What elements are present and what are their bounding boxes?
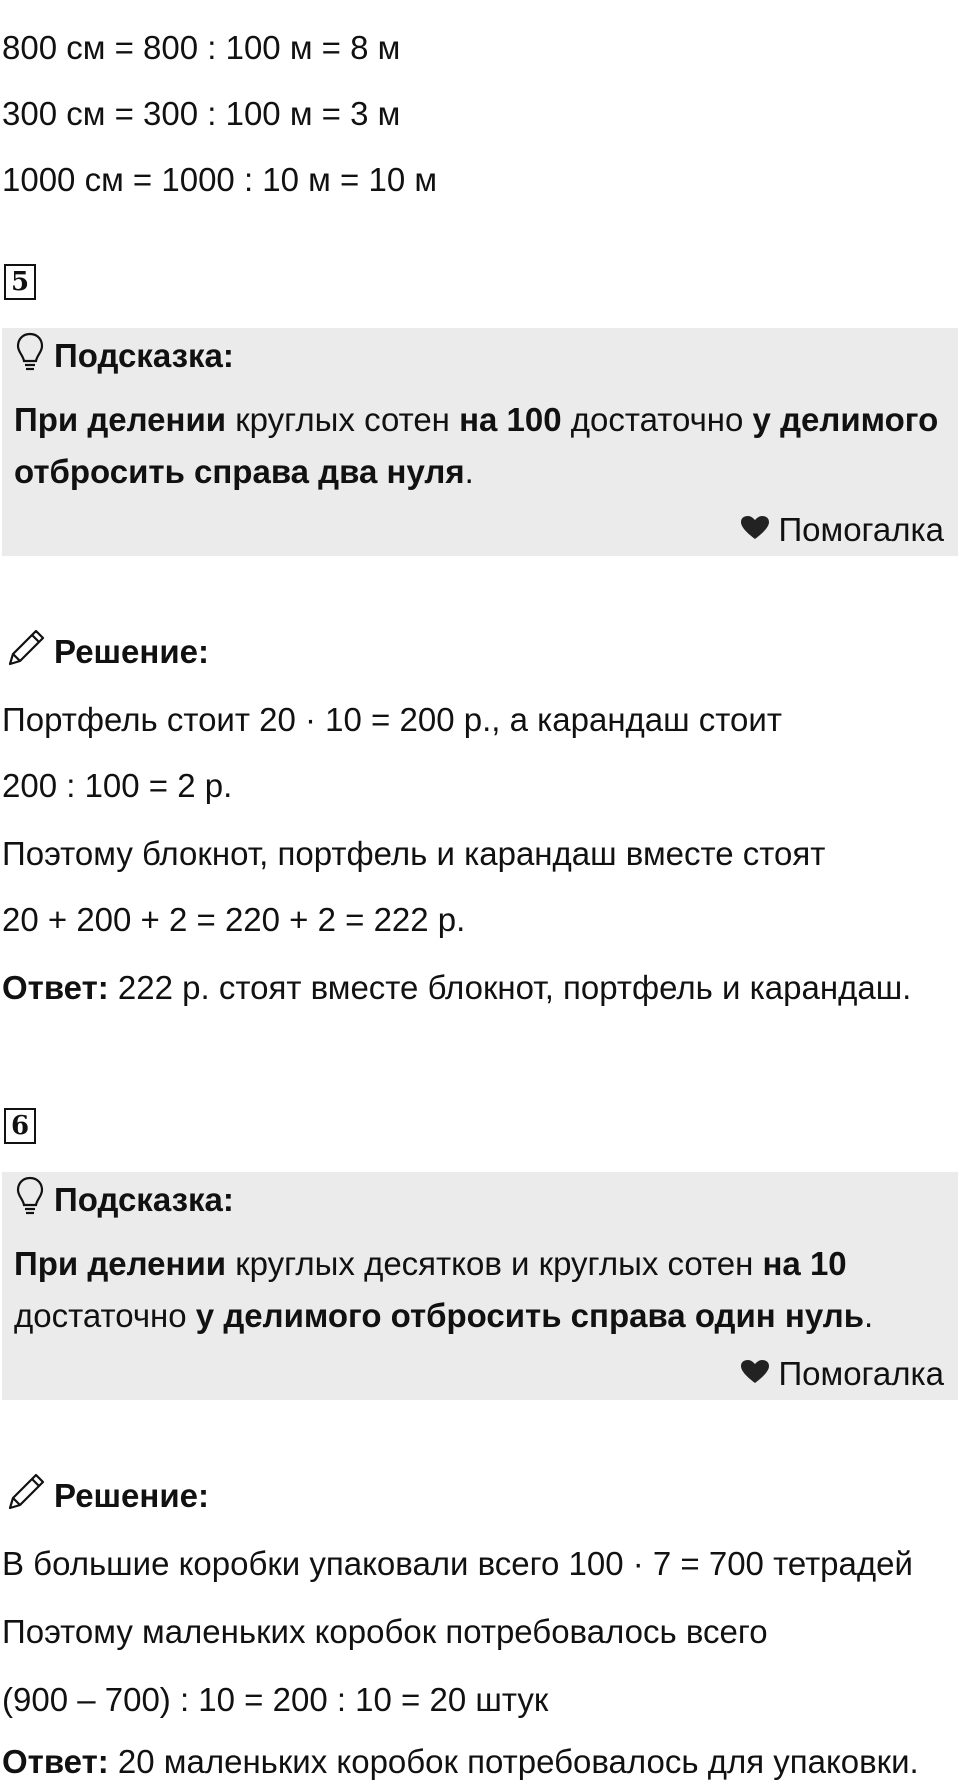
solution-title [4,630,209,674]
solution-title-label: Решение: [54,633,209,670]
answer-label: Ответ: [2,1743,109,1780]
solution-title [4,1474,209,1518]
hint-source-label: Помогалка [778,1355,944,1392]
hint-title [16,336,234,376]
hint-text: При делении круглых десятков и круглых сотен на 10 достаточно у делимого отбросить справа один нуль. [14,1245,874,1334]
hint-box [2,328,958,556]
hint-source[interactable] [740,1354,944,1394]
lightbulb-icon [16,1176,44,1224]
solution-line: Поэтому блокнот, портфель и карандаш вместе стоят [2,835,826,872]
solution-line: 20 + 200 + 2 = 220 + 2 = 222 р. [2,901,466,938]
answer-text: 20 маленьких коробок потребовалось для упаковки. [108,1743,919,1780]
hint-source[interactable] [740,510,944,550]
hint-title-label: Подсказка: [54,1181,234,1218]
lightbulb-icon [16,332,44,380]
heart-icon [740,1355,770,1393]
conversion-line: 1000 см = 1000 : 10 м = 10 м [2,161,438,198]
conversion-line: 300 см = 300 : 100 м = 3 м [2,95,401,132]
hint-title-label: Подсказка: [54,337,234,374]
hint-title [16,1180,234,1220]
task-number: 6 [4,1108,36,1144]
solution-line: Портфель стоит 20 · 10 = 200 р., а карандаш стоит [2,701,782,738]
hint-text: При делении круглых сотен на 100 достаточно у делимого отбросить справа два нуля. [14,401,939,490]
heart-icon [740,511,770,549]
pencil-icon [4,1470,48,1522]
pencil-icon [4,626,48,678]
solution-title-label: Решение: [54,1477,209,1514]
solution-line: Поэтому маленьких коробок потребовалось всего [2,1613,768,1650]
solution-line: 200 : 100 = 2 р. [2,767,233,804]
conversion-line: 800 см = 800 : 100 м = 8 м [2,29,401,66]
answer-line [2,968,911,1008]
answer-line [2,1742,919,1782]
hint-source-label: Помогалка [778,511,944,548]
hint-box [2,1172,958,1400]
solution-line: В большие коробки упаковали всего 100 · 7 = 700 тетрадей [2,1545,913,1582]
answer-text: 222 р. стоят вместе блокнот, портфель и карандаш. [108,969,912,1006]
solution-line: (900 – 700) : 10 = 200 : 10 = 20 штук [2,1681,549,1718]
answer-label: Ответ: [2,969,109,1006]
task-number: 5 [4,264,36,300]
